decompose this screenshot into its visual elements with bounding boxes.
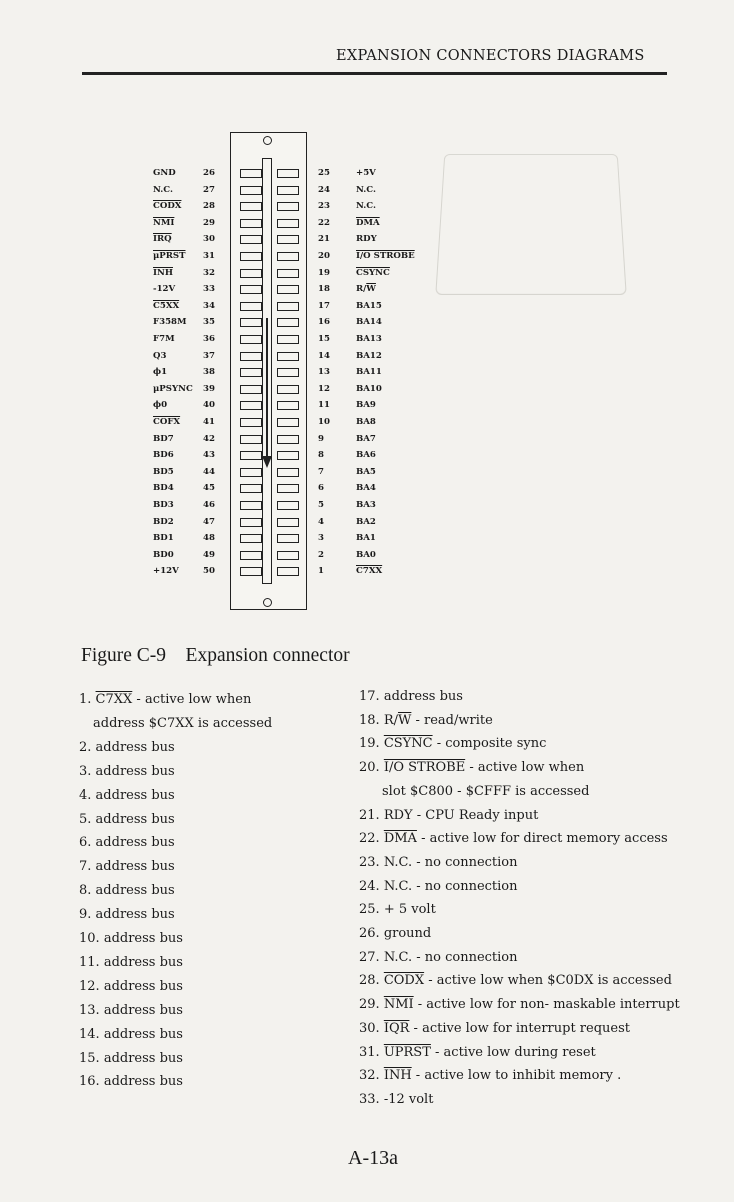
bottom-mounting-hole: [263, 598, 272, 607]
pin-contact-left: [240, 285, 262, 294]
pin-number-right: 22: [318, 217, 330, 228]
overlined-signal: UPRST: [383, 1044, 431, 1060]
pin-label-left: COFX: [153, 417, 181, 427]
pin-label-left: +12V: [153, 566, 179, 577]
pin-label-left: BD4: [153, 483, 174, 494]
pin-label-left: μPSYNC: [153, 383, 193, 394]
pin-number-right: 25: [318, 168, 330, 178]
pin-number-left: 28: [203, 201, 215, 212]
legend-entry: 2. address bus: [79, 739, 175, 755]
pin-number-right: 21: [318, 234, 330, 245]
legend-entry: 10. address bus: [79, 931, 183, 946]
pin-contact-left: [240, 252, 262, 261]
pin-number-right: 16: [318, 317, 330, 328]
pin-number-left: 44: [203, 466, 215, 477]
pin-contact-left: [240, 352, 262, 361]
pin-contact-right: [277, 235, 299, 244]
pin-label-right: N.C.: [356, 184, 376, 195]
legend-entry: 30. $\overline{IQR}$ - active low for interrupt request: [359, 1020, 630, 1036]
pin-number-left: 30: [203, 234, 215, 245]
legend-entry: 19. CSYNC - composite sync: [359, 736, 547, 752]
insert-direction-arrowhead: [262, 456, 272, 468]
pin-number-left: 48: [203, 533, 215, 544]
legend-entry: 18. $R/\overline{W}$ - read/write: [359, 712, 493, 728]
legend-entry: 1. C7XX - active low when: [79, 692, 252, 707]
pin-number-right: 24: [318, 184, 330, 195]
legend-entry: 11. address bus: [79, 954, 183, 970]
pin-label-right: RDY: [356, 234, 377, 245]
pin-label-right: BA5: [356, 466, 376, 477]
pin-label-right: $R/\overline{W}$: [356, 284, 376, 295]
pin-contact-left: [240, 567, 262, 576]
pin-number-right: 9: [318, 433, 324, 444]
legend-entry: 13. address bus: [79, 1002, 183, 1018]
pin-label-left: $\overline{IRQ}$: [153, 234, 172, 245]
overlined-signal: $\overline{W}$: [366, 284, 376, 295]
pin-label-right: BA3: [356, 500, 376, 510]
pin-contact-left: [240, 518, 262, 527]
pin-contact-right: [277, 368, 299, 377]
pin-label-left: $\overline{INH}$: [153, 267, 173, 278]
pin-contact-right: [277, 269, 299, 278]
pin-number-left: 34: [203, 300, 215, 311]
page-header-title: EXPANSION CONNECTORS DIAGRAMS: [336, 48, 645, 64]
pin-contact-left: [240, 202, 262, 211]
pin-label-left: CODX: [153, 201, 182, 212]
pin-label-left: F7M: [153, 334, 175, 344]
pin-contact-left: [240, 501, 262, 510]
legend-entry: 12. address bus: [79, 978, 183, 994]
pin-number-right: 14: [318, 350, 330, 361]
legend-entry: 28. CODX - active low when $C0DX is accessed: [359, 973, 672, 989]
pin-label-left: -12V: [153, 284, 176, 295]
legend-entry: 16. address bus: [79, 1074, 183, 1090]
legend-entry: address $C7XX is accessed: [93, 715, 273, 731]
pin-label-left: μPRST: [153, 251, 186, 261]
pin-label-right: BA2: [356, 516, 376, 527]
pin-number-left: 26: [203, 168, 215, 178]
pin-number-left: 33: [203, 284, 215, 295]
pin-number-right: 6: [318, 483, 324, 494]
pin-label-left: C5XX: [153, 300, 180, 311]
pin-label-left: $\overline{NMI}$: [153, 217, 175, 228]
overlined-signal: $\overline{NMI}$: [383, 997, 414, 1013]
pin-contact-left: [240, 318, 262, 327]
pin-label-right: BA1: [356, 533, 376, 544]
top-mounting-hole: [263, 136, 272, 145]
overlined-signal: $\overline{IQR}$: [383, 1020, 410, 1036]
pin-number-left: 40: [203, 400, 215, 411]
legend-entry: 14. address bus: [79, 1026, 183, 1042]
pin-contact-right: [277, 451, 299, 460]
pin-label-left: BD3: [153, 500, 174, 510]
pin-contact-left: [240, 451, 262, 460]
pin-contact-left: [240, 484, 262, 493]
pin-contact-left: [240, 435, 262, 444]
overlined-signal: C7XX: [95, 692, 133, 707]
pin-contact-right: [277, 169, 299, 178]
overlined-signal: I/O STROBE: [383, 760, 466, 776]
pin-label-left: F358M: [153, 317, 187, 328]
pin-number-left: 29: [203, 217, 215, 228]
pin-label-right: BA12: [356, 350, 382, 361]
pin-contact-right: [277, 335, 299, 344]
pin-label-right: BA11: [356, 367, 382, 378]
legend-entry: 32. $\overline{INH}$ - active low to inhibit memory .: [359, 1068, 622, 1084]
legend-entry: 25. + 5 volt: [359, 902, 436, 918]
pin-contact-right: [277, 219, 299, 228]
pin-contact-right: [277, 484, 299, 493]
pin-number-right: 23: [318, 201, 330, 212]
pin-number-left: 47: [203, 516, 215, 527]
pin-contact-right: [277, 518, 299, 527]
legend-entry: 33. -12 volt: [359, 1091, 434, 1107]
pin-label-left: Q3: [153, 350, 167, 361]
legend-entry: 15. address bus: [79, 1050, 183, 1066]
pin-contact-left: [240, 335, 262, 344]
pin-number-left: 41: [203, 417, 215, 427]
overlined-signal: $\overline{W}$: [397, 712, 412, 728]
overlined-signal: CODX: [383, 973, 425, 989]
pin-number-right: 2: [318, 549, 324, 560]
pin-label-left: GND: [153, 168, 176, 178]
pin-contact-right: [277, 285, 299, 294]
pin-contact-left: [240, 368, 262, 377]
overlined-signal: $R/\overline{W}$: [383, 712, 412, 728]
pin-label-right: BA13: [356, 334, 382, 344]
pin-number-right: 1: [318, 566, 324, 577]
pin-contact-left: [240, 235, 262, 244]
pin-number-left: 38: [203, 367, 215, 378]
pin-contact-right: [277, 318, 299, 327]
pin-number-left: 49: [203, 549, 215, 560]
pin-number-right: 15: [318, 334, 330, 344]
legend-entry: 31. UPRST - active low during reset: [359, 1044, 596, 1060]
legend-entry: 24. N.C. - no connection: [359, 878, 518, 894]
legend-entry: slot $C800 - $CFFF is accessed: [382, 783, 590, 799]
pin-number-right: 12: [318, 383, 330, 394]
bleed-through-mark: [435, 154, 626, 295]
header-rule: [82, 72, 667, 75]
figure-caption: Figure C-9 Expansion connector: [81, 645, 350, 666]
pin-number-left: 50: [203, 566, 215, 577]
pin-number-right: 11: [318, 400, 330, 411]
pin-contact-right: [277, 186, 299, 195]
pin-label-right: N.C.: [356, 201, 376, 212]
pin-number-left: 36: [203, 334, 215, 344]
pin-label-left: BD6: [153, 450, 174, 461]
pin-label-left: BD2: [153, 516, 174, 527]
pin-label-left: ϕ1: [153, 367, 168, 378]
pin-contact-right: [277, 501, 299, 510]
legend-entry: 29. $\overline{NMI}$ - active low for non- maskable interrupt: [359, 997, 680, 1013]
pin-label-left: N.C.: [153, 184, 173, 195]
pin-label-right: BA9: [356, 400, 376, 411]
pin-number-left: 37: [203, 350, 215, 361]
pin-label-left: BD0: [153, 549, 174, 560]
pin-number-left: 35: [203, 317, 215, 328]
pin-number-right: 10: [318, 417, 330, 427]
pin-contact-right: [277, 202, 299, 211]
pin-contact-left: [240, 551, 262, 560]
legend-entry: 27. N.C. - no connection: [359, 949, 518, 965]
legend-entry: 26. ground: [359, 926, 432, 941]
legend-entry: 20. I/O STROBE - active low when: [359, 760, 585, 776]
pin-contact-left: [240, 534, 262, 543]
legend-entry: 8. address bus: [79, 883, 175, 899]
legend-entry: 5. address bus: [79, 811, 175, 827]
pin-label-right: BA10: [356, 383, 382, 394]
page-number: A-13a: [348, 1147, 398, 1169]
pin-number-left: 45: [203, 483, 215, 494]
pin-label-right: CSYNC: [356, 267, 390, 278]
pin-label-right: BA6: [356, 450, 376, 461]
pin-contact-right: [277, 567, 299, 576]
pin-number-right: 13: [318, 367, 330, 378]
pin-number-right: 4: [318, 516, 324, 527]
pin-contact-left: [240, 418, 262, 427]
pin-label-right: BA14: [356, 317, 382, 328]
pin-contact-left: [240, 219, 262, 228]
pin-number-right: 17: [318, 300, 330, 311]
legend-entry: 23. N.C. - no connection: [359, 854, 518, 870]
pin-number-right: 3: [318, 533, 324, 544]
pin-contact-left: [240, 468, 262, 477]
pin-number-right: 20: [318, 251, 330, 261]
pin-contact-right: [277, 551, 299, 560]
pin-number-right: 19: [318, 267, 330, 278]
legend-entry: 4. address bus: [79, 787, 175, 803]
pin-number-left: 42: [203, 433, 215, 444]
legend-entry: 17. address bus: [359, 689, 463, 704]
legend-entry: 9. address bus: [79, 907, 175, 923]
pin-contact-right: [277, 252, 299, 261]
pin-number-left: 46: [203, 500, 215, 510]
pin-contact-left: [240, 302, 262, 311]
pin-number-right: 18: [318, 284, 330, 295]
pin-contact-right: [277, 534, 299, 543]
pin-label-right: BA0: [356, 549, 376, 560]
pin-number-left: 31: [203, 251, 215, 261]
pin-number-right: 7: [318, 466, 324, 477]
pin-number-right: 8: [318, 450, 324, 461]
pin-contact-right: [277, 418, 299, 427]
pin-contact-left: [240, 385, 262, 394]
pin-contact-right: [277, 385, 299, 394]
pin-contact-right: [277, 302, 299, 311]
pin-number-left: 39: [203, 383, 215, 394]
pin-label-right: C7XX: [356, 566, 383, 577]
pin-label-right: BA8: [356, 417, 376, 427]
insert-direction-arrow: [266, 318, 268, 458]
pin-contact-left: [240, 186, 262, 195]
legend-entry: 6. address bus: [79, 835, 175, 851]
pin-label-right: BA4: [356, 483, 376, 494]
pin-contact-left: [240, 401, 262, 410]
pin-label-left: BD1: [153, 533, 174, 544]
pin-contact-left: [240, 269, 262, 278]
pin-label-right: BA7: [356, 433, 376, 444]
pin-contact-right: [277, 435, 299, 444]
pin-label-left: BD7: [153, 433, 174, 444]
pin-number-left: 32: [203, 267, 215, 278]
pin-number-right: 5: [318, 500, 324, 510]
pin-label-right: $\overline{DMA}$: [356, 217, 380, 228]
pin-label-left: ϕ0: [153, 400, 168, 411]
pin-label-left: BD5: [153, 466, 174, 477]
legend-entry: 22. $\overline{DMA}$ - active low for direct memory access: [359, 831, 668, 847]
pin-label-right: BA15: [356, 300, 382, 311]
pin-contact-right: [277, 352, 299, 361]
pin-contact-right: [277, 401, 299, 410]
pin-label-right: I/O STROBE: [356, 251, 415, 261]
pin-number-left: 43: [203, 450, 215, 461]
overlined-signal: $\overline{INH}$: [383, 1068, 412, 1084]
pin-contact-left: [240, 169, 262, 178]
pin-label-right: +5V: [356, 168, 376, 178]
pin-number-left: 27: [203, 184, 215, 195]
pin-contact-right: [277, 468, 299, 477]
legend-entry: 3. address bus: [79, 763, 175, 779]
overlined-signal: CSYNC: [383, 736, 433, 752]
overlined-signal: $\overline{DMA}$: [383, 831, 417, 847]
legend-entry: 7. address bus: [79, 859, 175, 875]
legend-entry: 21. RDY - CPU Ready input: [359, 807, 539, 823]
